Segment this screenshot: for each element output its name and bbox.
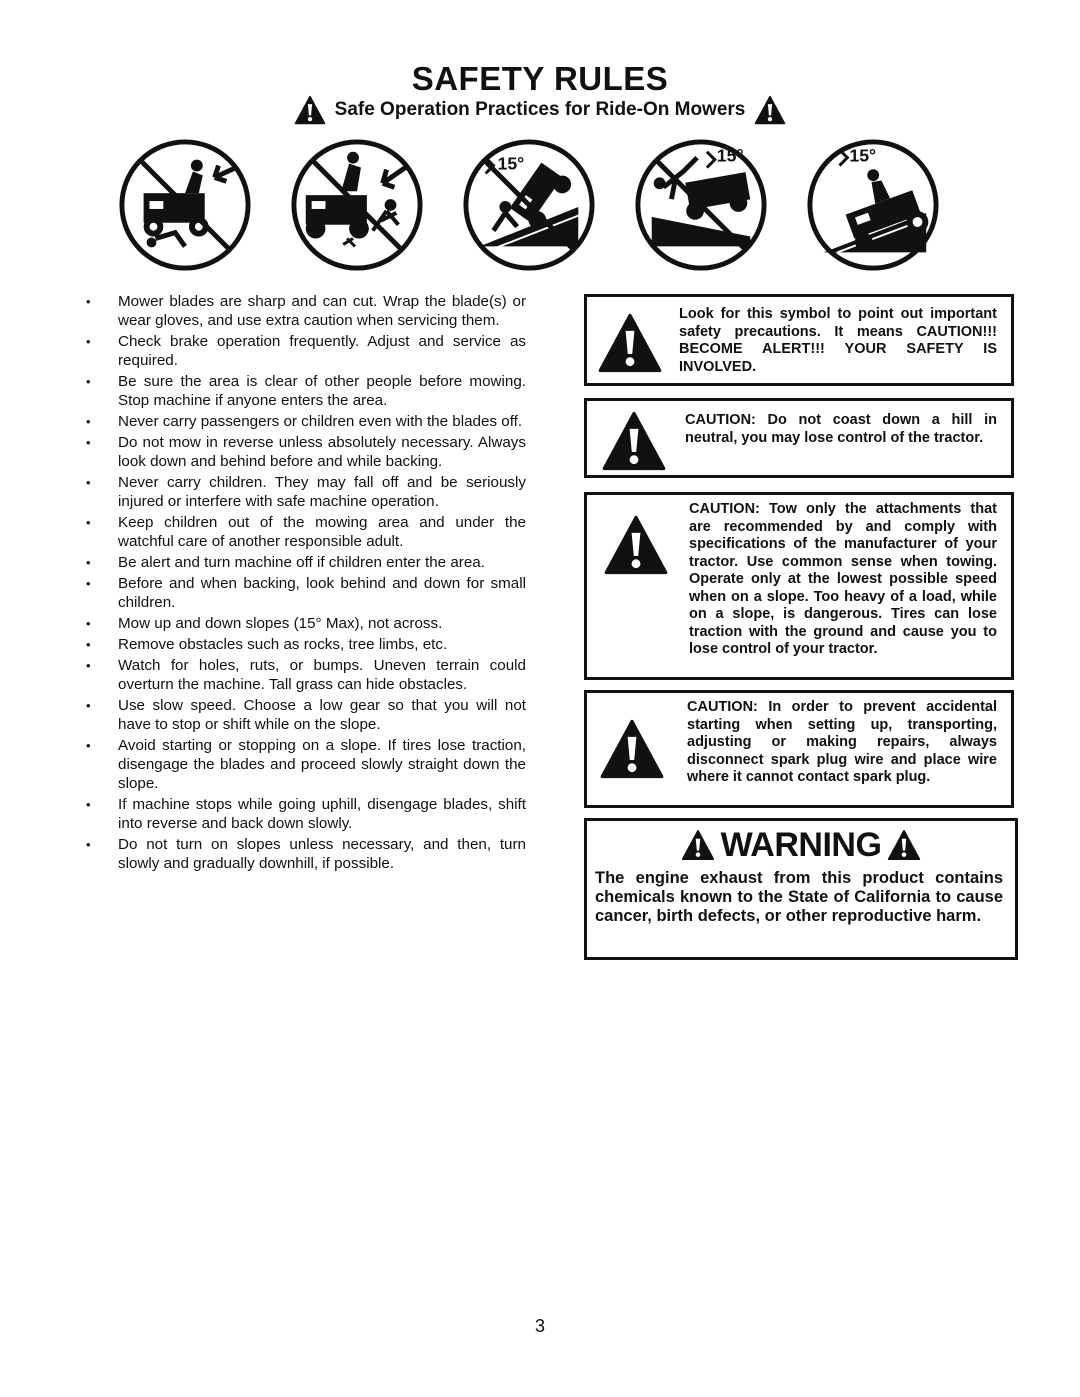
- list-item: • Before and when backing, look behind and down for small children.: [86, 574, 526, 612]
- caution-box-towing: [584, 492, 1014, 680]
- list-item: • Never carry children. They may fall off and be seriously injured or interfere with safe machine operation.: [86, 473, 526, 511]
- no-riders-prohibited-icon: [288, 136, 426, 274]
- list-item: • Mower blades are sharp and can cut. Wrap the blade(s) or wear gloves, and use extra caution when servicing them.: [86, 292, 526, 330]
- slope-tip-over-prohibited-icon: [460, 136, 598, 274]
- subtitle-text: Safe Operation Practices for Ride-On Mowers: [334, 99, 746, 120]
- slope-max-icon: [804, 136, 942, 274]
- list-item: • Be alert and turn machine off if children enter the area.: [86, 553, 526, 572]
- warning-heading: [587, 821, 1015, 869]
- list-item: • Be sure the area is clear of other people before mowing. Stop machine if anyone enters the area.: [86, 372, 526, 410]
- page-title: SAFETY RULES: [411, 60, 669, 97]
- slope-fall-prohibited-icon: [632, 136, 770, 274]
- alert-triangle-icon: [601, 407, 667, 475]
- list-item: • Check brake operation frequently. Adjust and service as required.: [86, 332, 526, 370]
- page-number: 3: [534, 1316, 545, 1336]
- list-item: • Use slow speed. Choose a low gear so that you will not have to stop or shift while on the slope.: [86, 696, 526, 734]
- caution-text: CAUTION: In order to prevent accidental starting when setting up, transporting, adjusting or making repairs, always disconnect spark plug wire and place wire where it cannot contact spark plug.: [687, 699, 997, 785]
- warning-text: The engine exhaust from this product contains chemicals known to the State of California to cause cancer, birth defects, or other reproductive harm.: [595, 869, 1003, 925]
- pictogram-row: [0, 136, 1080, 286]
- list-item: • Never carry passengers or children even with the blades off.: [86, 412, 526, 431]
- safety-bullet-list: [86, 292, 526, 875]
- list-item: • Keep children out of the mowing area and under the watchful care of another responsible adult.: [86, 513, 526, 551]
- alert-triangle-icon: [597, 309, 663, 377]
- mower-blade-prohibited-icon: [116, 136, 254, 274]
- list-item: • Mow up and down slopes (15° Max), not across.: [86, 614, 526, 633]
- caution-text: CAUTION: Do not coast down a hill in neutral, you may lose control of the tractor.: [685, 412, 997, 446]
- warning-box: [584, 818, 1018, 960]
- list-item: • If machine stops while going uphill, disengage blades, shift into reverse and back down slowly.: [86, 795, 526, 833]
- caution-text: CAUTION: Tow only the attachments that are recommended by and comply with specifications of the manufacturer of your tractor. Use common sense when towing. Operate only at the lowest possible speed when on a slope. Too heavy of a load, while on a slope, is dangerous. Tires can lose traction with the ground and cause you to lose control of your tractor.: [689, 501, 997, 657]
- alert-triangle-icon: [887, 829, 921, 861]
- slope-label-2: 15°: [716, 145, 744, 166]
- subtitle: [0, 94, 1080, 126]
- alert-triangle-icon: [753, 95, 787, 125]
- slope-label-1: 15°: [497, 153, 525, 174]
- warning-title: WARNING: [720, 825, 882, 864]
- alert-triangle-icon: [603, 511, 669, 579]
- caution-text: Look for this symbol to point out important safety precautions. It means CAUTION!!! BECOME ALERT!!! YOUR SAFETY IS INVOLVED.: [679, 306, 997, 375]
- alert-triangle-icon: [681, 829, 715, 861]
- list-item: • Remove obstacles such as rocks, tree limbs, etc.: [86, 635, 526, 654]
- list-item: • Avoid starting or stopping on a slope. If tires lose traction, disengage the blades and proceed slowly straight down the slope.: [86, 736, 526, 793]
- list-item: • Do not turn on slopes unless necessary, and then, turn slowly and gradually downhill, if possible.: [86, 835, 526, 873]
- caution-box-coast: [584, 398, 1014, 478]
- caution-box-spark-plug: [584, 690, 1014, 808]
- list-item: • Watch for holes, ruts, or bumps. Uneven terrain could overturn the machine. Tall grass can hide obstacles.: [86, 656, 526, 694]
- slope-label-3: 15°: [849, 145, 877, 166]
- list-item: • Do not mow in reverse unless absolutely necessary. Always look down and behind before and while backing.: [86, 433, 526, 471]
- caution-box-symbol: [584, 294, 1014, 386]
- alert-triangle-icon: [599, 715, 665, 783]
- alert-triangle-icon: [293, 95, 327, 125]
